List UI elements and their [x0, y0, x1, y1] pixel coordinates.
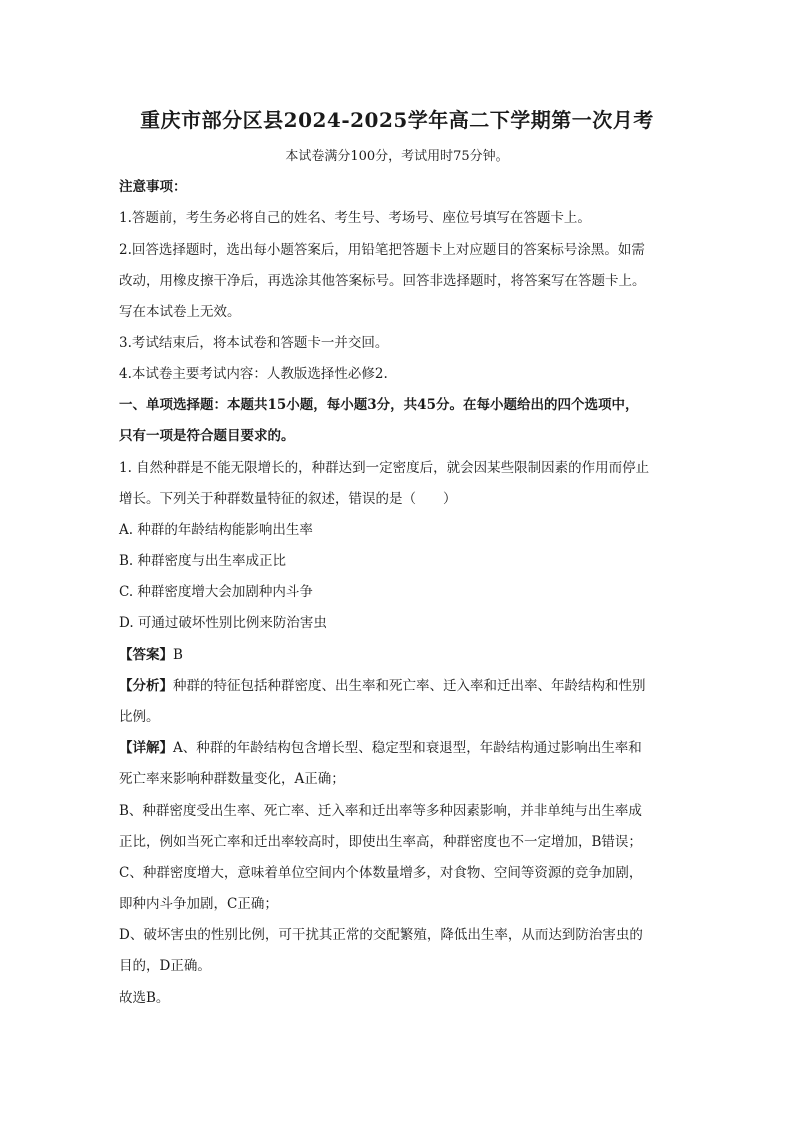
- notice-item-1: 1.答题前，考生务必将自己的姓名、考生号、考场号、座位号填写在答题卡上。: [119, 210, 591, 226]
- notice-item-2-cont: 改动，用橡皮擦干净后，再选涂其他答案标号。回答非选择题时，将答案写在答题卡上。: [119, 273, 646, 289]
- answer-label: 【答案】: [119, 647, 173, 663]
- detail-label: 【详解】: [119, 740, 173, 756]
- analysis-text: 种群的特征包括种群密度、出生率和死亡率、迁入率和迁出率、年龄结构和性别: [173, 678, 646, 694]
- option-c: C. 种群密度增大会加剧种内斗争: [119, 584, 313, 600]
- detail-text-2: 死亡率来影响种群数量变化，A正确；: [119, 771, 345, 787]
- detail-text-7: D、破坏害虫的性别比例，可干扰其正常的交配繁殖，降低出生率，从而达到防治害虫的: [119, 927, 643, 943]
- answer-line: [119, 645, 679, 665]
- question-stem: 1. 自然种群是不能无限增长的，种群达到一定密度后，就会因某些限制因素的作用而停止: [119, 460, 650, 476]
- detail-text-5: C、种群密度增大，意味着单位空间内个体数量增多，对食物、空间等资源的竞争加剧，: [119, 865, 643, 881]
- detail-text-1: A、种群的年龄结构包含增长型、稳定型和衰退型，年龄结构通过影响出生率和: [173, 740, 642, 756]
- exam-info: 本试卷满分100分，考试用时75分钟。: [285, 149, 509, 164]
- answer-value: B: [173, 647, 183, 663]
- option-d: D. 可通过破坏性别比例来防治害虫: [119, 615, 327, 631]
- detail-text-6: 即种内斗争加剧，C正确；: [119, 896, 278, 912]
- detail-text-4: 正比，例如当死亡率和迁出率较高时，即使出生率高，种群密度也不一定增加，B错误；: [119, 834, 642, 850]
- section-heading: 一、单项选择题：本题共15小题，每小题3分，共45分。在每小题给出的四个选项中，: [119, 397, 639, 413]
- analysis-label: 【分析】: [119, 678, 173, 694]
- question-stem-cont: 增长。下列关于种群数量特征的叙述，错误的是（ ）: [119, 491, 457, 507]
- notice-item-4: 4.本试卷主要考试内容：人教版选择性必修2.: [119, 366, 388, 382]
- notice-item-2: 2.回答选择题时，选出每小题答案后，用铅笔把答题卡上对应题目的答案标号涂黑。如需: [119, 242, 645, 258]
- option-a: A. 种群的年龄结构能影响出生率: [119, 522, 313, 538]
- detail-line: [119, 738, 679, 758]
- detail-text-8: 目的，D正确。: [119, 958, 211, 974]
- page-title: 重庆市部分区县2024-2025学年高二下学期第一次月考: [140, 108, 654, 132]
- option-b: B. 种群密度与出生率成正比: [119, 553, 287, 569]
- notice-item-2-end: 写在本试卷上无效。: [119, 304, 241, 320]
- analysis-text-cont: 比例。: [119, 709, 160, 725]
- analysis-line: [119, 676, 679, 696]
- notice-item-3: 3.考试结束后，将本试卷和答题卡一并交回。: [119, 335, 389, 351]
- section-heading-cont: 只有一项是符合题目要求的。: [119, 428, 295, 444]
- conclusion-text: 故选B。: [119, 990, 170, 1006]
- notice-heading: 注意事项：: [119, 179, 187, 195]
- detail-text-3: B、种群密度受出生率、死亡率、迁入率和迁出率等多种因素影响，并非单纯与出生率成: [119, 803, 642, 819]
